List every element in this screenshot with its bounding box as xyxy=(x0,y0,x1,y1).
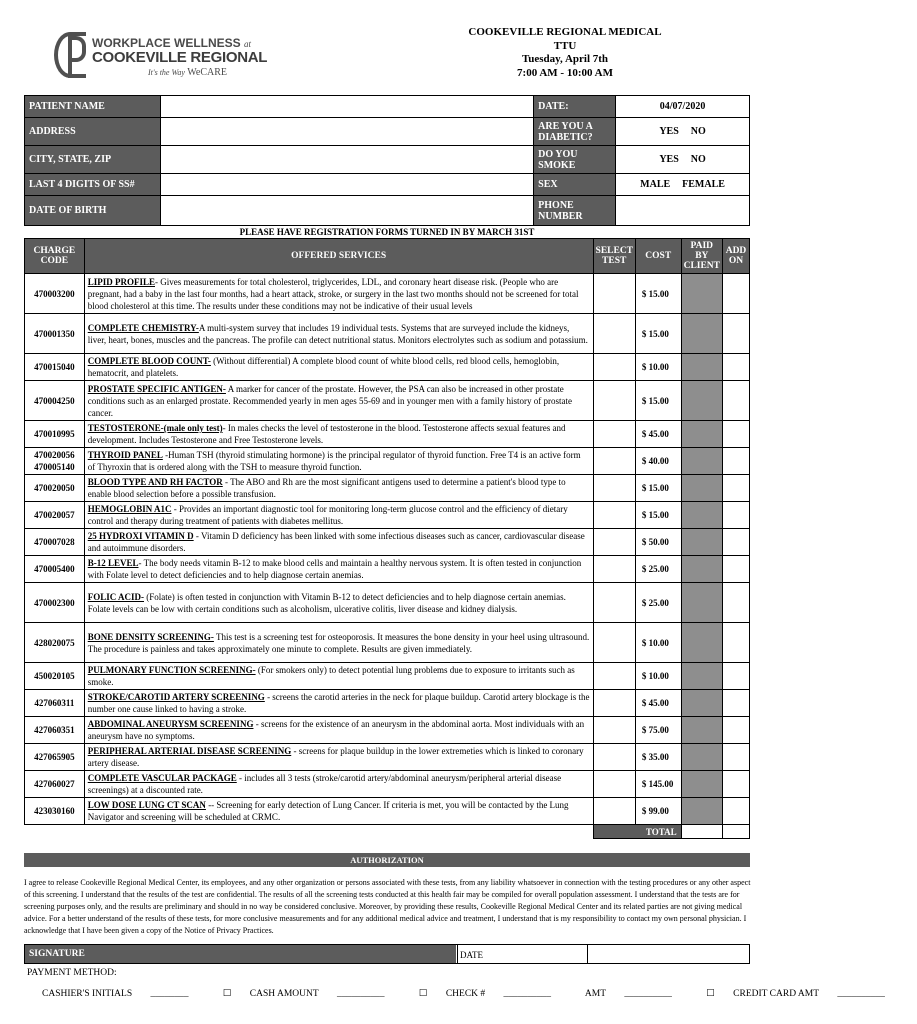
city-field[interactable] xyxy=(160,146,533,174)
service-row xyxy=(25,502,750,529)
paid-by-client-cell xyxy=(681,354,722,381)
charge-code: 450020105 xyxy=(25,663,85,690)
charge-code: 427065905 xyxy=(25,744,85,771)
service-title: LIPID PROFILE xyxy=(87,276,155,287)
paid-by-client-cell xyxy=(681,274,722,314)
check-number-label: CHECK # xyxy=(445,989,486,999)
total-addon-cell[interactable] xyxy=(723,825,750,839)
add-on-cell[interactable] xyxy=(723,421,750,448)
offered-services-header: OFFERED SERVICES xyxy=(84,239,593,274)
service-text: (For smokers only) to detect potential lung problems due to exposure to irritants such as smoke. xyxy=(87,665,575,687)
charge-code-header: CHARGE CODE xyxy=(25,239,85,274)
service-row xyxy=(25,583,750,623)
paid-by-client-cell xyxy=(681,475,722,502)
registration-notice: PLEASE HAVE REGISTRATION FORMS TURNED IN BY MARCH 31ST xyxy=(25,226,750,239)
select-test-cell[interactable] xyxy=(593,502,635,529)
service-row xyxy=(25,314,750,354)
service-title: FOLIC ACID- xyxy=(87,591,144,602)
paid-by-client-cell xyxy=(681,663,722,690)
service-description xyxy=(84,502,593,529)
service-row xyxy=(25,690,750,717)
address-label: ADDRESS xyxy=(25,118,161,146)
phone-field[interactable] xyxy=(616,196,750,226)
service-cost: $ 45.00 xyxy=(635,421,681,448)
service-title: ABDOMINAL ANEURYSM SCREENING xyxy=(87,719,254,729)
charge-code: 470020057 xyxy=(25,502,85,529)
amt-label: AMT xyxy=(584,989,607,999)
add-on-cell[interactable] xyxy=(723,556,750,583)
service-title: COMPLETE CHEMISTRY- xyxy=(87,322,199,333)
service-description xyxy=(84,529,593,556)
signature-label[interactable]: SIGNATURE xyxy=(25,945,456,963)
charge-code: 470003200 xyxy=(25,274,85,314)
paid-by-client-cell xyxy=(681,556,722,583)
add-on-cell[interactable] xyxy=(723,475,750,502)
cash-amount-label: CASH AMOUNT xyxy=(249,989,319,999)
city-label: CITY, STATE, ZIP xyxy=(25,146,161,174)
service-description xyxy=(84,354,593,381)
paid-by-client-cell xyxy=(681,448,722,475)
service-text: A multi-system survey that includes 19 individual tests. Systems that are surveyed include the kidneys, liver, heart, bones, muscles and the pancreas. The profile can detect nutritional status. Monitors electrolytes such as sodium and potassium. xyxy=(87,322,588,345)
service-row xyxy=(25,663,750,690)
credit-card-label: CREDIT CARD AMT xyxy=(733,989,820,999)
check-number-field[interactable]: __________ xyxy=(503,989,552,999)
dob-field[interactable] xyxy=(160,196,533,226)
service-text: -- Screening for early detection of Lung Cancer. If criteria is met, you will be contacted by the Lung Navigator and screening will be scheduled at CRMC. xyxy=(87,800,569,822)
service-text: (Without differential) A complete blood count of white blood cells, red blood cells, hemoglobin, hematocrit, and platelets. xyxy=(87,356,560,378)
service-row xyxy=(25,381,750,421)
service-row xyxy=(25,274,750,314)
logo-line1: WORKPLACE WELLNESS xyxy=(92,36,241,50)
service-cost: $ 15.00 xyxy=(635,502,681,529)
service-row xyxy=(25,421,750,448)
service-row xyxy=(25,623,750,663)
diabetic-label: ARE YOU A DIABETIC? xyxy=(534,118,616,146)
sex-options[interactable] xyxy=(616,174,750,196)
select-test-cell[interactable] xyxy=(593,798,635,825)
select-test-cell[interactable] xyxy=(593,354,635,381)
select-test-cell[interactable] xyxy=(593,556,635,583)
header-date: Tuesday, April 7th xyxy=(521,53,609,65)
service-text: - screens for the existence of an aneurysm in the abdominal aorta. Most individuals with an aneurysm have no symptoms. xyxy=(87,719,585,741)
service-cost: $ 10.00 xyxy=(635,623,681,663)
select-test-cell[interactable] xyxy=(593,663,635,690)
add-on-cell[interactable] xyxy=(723,771,750,798)
service-description xyxy=(84,448,593,475)
service-title: TESTOSTERONE-(male only test) xyxy=(87,423,223,433)
select-test-cell[interactable] xyxy=(593,274,635,314)
signature-date-field[interactable] xyxy=(587,945,749,963)
select-test-cell[interactable] xyxy=(593,771,635,798)
smoke-label: DO YOU SMOKE xyxy=(534,146,616,174)
service-text: - Provides an important diagnostic tool for monitoring long-term glucose control and the efficiency of dietary control and therapy during treatment of patients with diabetes mellitus. xyxy=(87,504,568,526)
select-test-cell[interactable] xyxy=(593,623,635,663)
signature-date-label: DATE xyxy=(457,945,587,963)
services-table xyxy=(24,238,750,839)
service-title: 25 HYDROXI VITAMIN D xyxy=(87,531,194,541)
service-row xyxy=(25,529,750,556)
charge-code: 428020075 xyxy=(25,623,85,663)
add-on-cell[interactable] xyxy=(723,381,750,421)
patient-name-field[interactable] xyxy=(160,96,533,118)
service-row xyxy=(25,354,750,381)
header-org: COOKEVILLE REGIONAL MEDICAL xyxy=(468,26,662,38)
authorization-title: AUTHORIZATION xyxy=(24,853,750,867)
service-description xyxy=(84,475,593,502)
amt-field[interactable]: __________ xyxy=(624,989,672,999)
charge-code: 470005400 xyxy=(25,556,85,583)
select-test-cell[interactable] xyxy=(593,717,635,744)
service-text: A marker for cancer of the prostate. However, the PSA can also be increased in other prostate conditions such as an enlarged prostate. Recommended yearly in men ages 55-69 and in younger men with a family history of prostate cancer. xyxy=(87,383,572,418)
credit-card-field[interactable]: __________ xyxy=(837,989,885,999)
add-on-header: ADD ON xyxy=(723,239,750,274)
total-paid-cell[interactable] xyxy=(681,825,722,839)
service-text: -Human TSH (thyroid stimulating hormone) is the principal regulator of thyroid function. Free T4 is an active form of Thyroxin that is ordered along with the TSH to measure thyroid function. xyxy=(87,450,581,472)
date-label: DATE: xyxy=(534,96,616,118)
service-cost: $ 145.00 xyxy=(635,771,681,798)
service-row xyxy=(25,475,750,502)
service-description xyxy=(84,583,593,623)
address-field[interactable] xyxy=(160,118,533,146)
select-test-cell[interactable] xyxy=(593,583,635,623)
service-title: PERIPHERAL ARTERIAL DISEASE SCREENING xyxy=(87,746,292,756)
service-row xyxy=(25,448,750,475)
cost-header: COST xyxy=(635,239,681,274)
add-on-cell[interactable] xyxy=(723,690,750,717)
add-on-cell[interactable] xyxy=(723,314,750,354)
add-on-cell[interactable] xyxy=(723,663,750,690)
cash-checkbox-icon[interactable]: ☐ xyxy=(222,989,232,999)
add-on-cell[interactable] xyxy=(723,717,750,744)
select-test-cell[interactable] xyxy=(593,314,635,354)
service-cost: $ 15.00 xyxy=(635,314,681,354)
charge-code: 470002300 xyxy=(25,583,85,623)
select-test-cell[interactable] xyxy=(593,448,635,475)
service-cost: $ 45.00 xyxy=(635,690,681,717)
select-test-cell[interactable] xyxy=(593,475,635,502)
charge-code: 427060311 xyxy=(25,690,85,717)
service-text: This test is a screening test for osteoporosis. It measures the bone density in your heel using ultrasound. The procedure is painless and takes approximately one minute to complete. Results are given immediately. xyxy=(87,631,590,654)
add-on-cell[interactable] xyxy=(723,448,750,475)
charge-code: 423030160 xyxy=(25,798,85,825)
service-description xyxy=(84,717,593,744)
service-text: - The ABO and Rh are the most significant antigens used to determine a patient's blood type to enable blood selection before a possible transfusion. xyxy=(87,477,566,499)
service-cost: $ 15.00 xyxy=(635,274,681,314)
service-cost: $ 15.00 xyxy=(635,475,681,502)
charge-code: 427060351 xyxy=(25,717,85,744)
paid-by-client-cell xyxy=(681,381,722,421)
add-on-cell[interactable] xyxy=(723,623,750,663)
paid-by-client-cell xyxy=(681,314,722,354)
service-title: B-12 LEVEL xyxy=(87,558,139,568)
charge-code: 470001350 xyxy=(25,314,85,354)
paid-by-client-cell xyxy=(681,690,722,717)
service-title: PROSTATE SPECIFIC ANTIGEN- xyxy=(87,383,226,394)
event-header xyxy=(440,26,690,80)
patient-name-label: PATIENT NAME xyxy=(25,96,161,118)
cashier-initials-label: CASHIER'S INITIALS xyxy=(42,989,133,999)
payment-method-label: PAYMENT METHOD: xyxy=(27,968,117,978)
service-row xyxy=(25,798,750,825)
service-row xyxy=(25,744,750,771)
add-on-cell[interactable] xyxy=(723,744,750,771)
service-text: - includes all 3 tests (stroke/carotid artery/abdominal aneurysm/peripheral arterial disease screenings) at a discounted rate. xyxy=(87,773,562,795)
patient-info-table xyxy=(24,95,750,239)
smoke-no[interactable]: NO xyxy=(690,154,706,165)
service-text: - In males checks the level of testosterone in the blood. Testosterone affects sexual features and development. Includes Testosterone and Free Testosterone levels. xyxy=(87,423,566,445)
service-cost: $ 40.00 xyxy=(635,448,681,475)
service-row xyxy=(25,771,750,798)
header-site: TTU xyxy=(553,39,577,52)
service-row xyxy=(25,556,750,583)
paid-by-client-header: PAID BY CLIENT xyxy=(681,239,722,274)
select-test-cell[interactable] xyxy=(593,421,635,448)
service-description xyxy=(84,623,593,663)
paid-by-client-cell xyxy=(681,623,722,663)
total-label: TOTAL xyxy=(593,825,681,839)
paid-by-client-cell xyxy=(681,717,722,744)
service-cost: $ 10.00 xyxy=(635,663,681,690)
paid-by-client-cell xyxy=(681,529,722,556)
smoke-yes[interactable]: YES xyxy=(659,154,679,165)
service-text: (Folate) is often tested in conjunction with Vitamin B-12 to detect deficiencies and to help diagnose certain anemias. Folate levels can be low with certain conditions such as alcoholism, ulcerative colitis, liver disease and kidney dialysis. xyxy=(87,591,566,614)
service-description xyxy=(84,556,593,583)
dob-label: DATE OF BIRTH xyxy=(25,196,161,226)
service-cost: $ 50.00 xyxy=(635,529,681,556)
smoke-options[interactable] xyxy=(616,146,750,174)
service-title: COMPLETE BLOOD COUNT- xyxy=(87,356,211,366)
service-title: THYROID PANEL xyxy=(87,450,163,460)
paid-by-client-cell xyxy=(681,798,722,825)
charge-code: 470010995 xyxy=(25,421,85,448)
signature-bar xyxy=(24,944,750,964)
add-on-cell[interactable] xyxy=(723,798,750,825)
paid-by-client-cell xyxy=(681,583,722,623)
paid-by-client-cell xyxy=(681,771,722,798)
service-description xyxy=(84,314,593,354)
select-test-cell[interactable] xyxy=(593,381,635,421)
charge-code: 470004250 xyxy=(25,381,85,421)
charge-code: 470007028 xyxy=(25,529,85,556)
service-text: - screens for plaque buildup in the lower extremeties which is linked to coronary artery disease. xyxy=(87,746,584,768)
phone-label: PHONE NUMBER xyxy=(534,196,616,226)
charge-code: 470015040 xyxy=(25,354,85,381)
service-text: - screens the carotid arteries in the neck for plaque buildup. Carotid artery blockage is the number one cause linked to having a stroke. xyxy=(87,692,590,714)
service-cost: $ 25.00 xyxy=(635,583,681,623)
charge-code: 470020056 470005140 xyxy=(25,448,85,475)
service-title: BLOOD TYPE AND RH FACTOR xyxy=(87,477,223,487)
ssn-label: LAST 4 DIGITS OF SS# xyxy=(25,174,161,196)
service-cost: $ 75.00 xyxy=(635,717,681,744)
diabetic-yes[interactable]: YES xyxy=(659,126,679,137)
logo-line2: COOKEVILLE REGIONAL xyxy=(92,49,268,66)
service-cost: $ 25.00 xyxy=(635,556,681,583)
cash-amount-field[interactable]: __________ xyxy=(337,989,385,999)
service-description xyxy=(84,421,593,448)
service-text: - The body needs vitamin B-12 to make blood cells and maintain a healthy nervous system. It is often tested in conjunction with Folate level to detect deficiencies and to help diagnose certain anemias. xyxy=(87,558,582,580)
service-description xyxy=(84,381,593,421)
add-on-cell[interactable] xyxy=(723,354,750,381)
payment-options xyxy=(42,988,885,999)
diabetic-no[interactable]: NO xyxy=(690,126,706,137)
service-text: - Gives measurements for total cholesterol, triglycerides, LDL, and coronary heart disease risk. (People who are pregnant, had a baby in the last four months, had a heart attack, stroke, or surgery in the last two months should not be screened for total blood cholesterol at this time. The results under these conditions may not be indicative of their usual levels xyxy=(87,276,579,311)
add-on-cell[interactable] xyxy=(723,583,750,623)
logo-tagline-pre: It's the Way xyxy=(148,68,185,77)
add-on-cell[interactable] xyxy=(723,274,750,314)
diabetic-options[interactable] xyxy=(616,118,750,146)
service-description xyxy=(84,663,593,690)
service-title: LOW DOSE LUNG CT SCAN xyxy=(87,800,206,810)
check-checkbox-icon[interactable]: ☐ xyxy=(418,989,428,999)
service-description xyxy=(84,771,593,798)
service-description xyxy=(84,690,593,717)
service-text: - Vitamin D deficiency has been linked with some infectious diseases such as cancer, cardiovascular disease and autoimmune disorders. xyxy=(87,531,585,553)
workplace-wellness-logo: WORKPLACE WELLNESS at COOKEVILLE REGIONAL It's the Way WeCARE xyxy=(50,26,240,84)
service-description xyxy=(84,744,593,771)
service-cost: $ 10.00 xyxy=(635,354,681,381)
select-test-cell[interactable] xyxy=(593,744,635,771)
paid-by-client-cell xyxy=(681,744,722,771)
paid-by-client-cell xyxy=(681,421,722,448)
header-time: 7:00 AM - 10:00 AM xyxy=(517,66,613,79)
select-test-header: SELECT TEST xyxy=(593,239,635,274)
sex-male[interactable]: MALE xyxy=(640,179,671,190)
add-on-cell[interactable] xyxy=(723,502,750,529)
date-value[interactable]: 04/07/2020 xyxy=(616,96,750,118)
paid-by-client-cell xyxy=(681,502,722,529)
service-title: COMPLETE VASCULAR PACKAGE xyxy=(87,773,237,783)
service-row xyxy=(25,717,750,744)
charge-code: 470020050 xyxy=(25,475,85,502)
ssn-field[interactable] xyxy=(160,174,533,196)
credit-checkbox-icon[interactable]: ☐ xyxy=(706,989,715,999)
service-cost: $ 15.00 xyxy=(635,381,681,421)
service-title: HEMOGLOBIN A1C xyxy=(87,504,172,514)
service-title: STROKE/CAROTID ARTERY SCREENING xyxy=(87,692,265,702)
charge-code: 427060027 xyxy=(25,771,85,798)
service-cost: $ 99.00 xyxy=(635,798,681,825)
sex-female[interactable]: FEMALE xyxy=(682,179,725,190)
sex-label: SEX xyxy=(534,174,616,196)
authorization-text: I agree to release Cookeville Regional Medical Center, its employees, and any other organization or persons associated with these tests, from any liability whatsoever in connection with the testing procedures or any other aspect of this screening. I understand that the results of the test are confidential. The results of all the screening tests conducted at this health fair may be compiled for overall population assessment. I understand that the tests are for screening purposes only, and the results are preliminary and should in no way be considered conclusive. Moreover, by providing these results, Cookeville Regional Medical Center and its related parties are not giving medical advice. For a better understand of the results of these tests, for more conclusive measurements and for any additional medical advice and treatment, I understand that is my responsibility to contact my own personal physician. I acknowledge that I have been given a copy of the Notice of Privacy Practices. xyxy=(24,878,751,935)
service-description xyxy=(84,798,593,825)
service-description xyxy=(84,274,593,314)
service-title: PULMONARY FUNCTION SCREENING- xyxy=(87,665,256,675)
add-on-cell[interactable] xyxy=(723,529,750,556)
select-test-cell[interactable] xyxy=(593,529,635,556)
cashier-initials-field[interactable]: ________ xyxy=(150,989,189,999)
service-title: BONE DENSITY SCREENING- xyxy=(87,631,214,642)
service-cost: $ 35.00 xyxy=(635,744,681,771)
logo-tagline: WeCARE xyxy=(187,67,228,78)
select-test-cell[interactable] xyxy=(593,690,635,717)
